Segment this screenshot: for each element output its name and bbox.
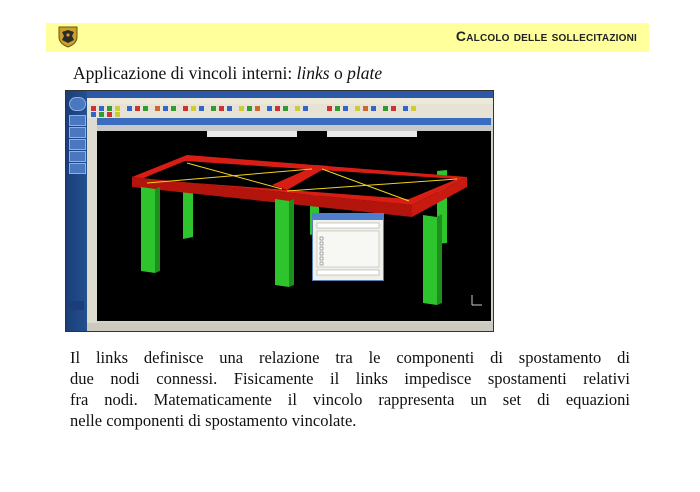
tool-icon — [135, 106, 140, 111]
university-crest-icon — [58, 26, 78, 48]
viewport-toolbar — [97, 125, 491, 131]
slide-subtitle — [73, 63, 382, 84]
taskbar-item — [69, 139, 86, 150]
tool-icon — [383, 106, 388, 111]
dialog-group — [317, 231, 379, 267]
tool-icon — [127, 106, 132, 111]
tool-icon — [143, 106, 148, 111]
tool-icon — [99, 112, 104, 117]
structure-3d-model — [97, 125, 491, 321]
tool-icon — [303, 106, 308, 111]
checkbox — [320, 242, 323, 245]
tool-icon — [155, 106, 160, 111]
viewport-combo — [207, 131, 297, 137]
tool-icon — [267, 106, 272, 111]
app-title-bar — [87, 91, 493, 98]
tool-icon — [191, 106, 196, 111]
tool-icon — [295, 106, 300, 111]
link-dialog — [312, 213, 384, 281]
column-side — [437, 214, 442, 305]
tool-icon — [411, 106, 416, 111]
paragraph-line: nelle componenti di spostamento vincolate. — [70, 411, 357, 430]
tool-icon — [199, 106, 204, 111]
dialog-contents — [313, 220, 383, 280]
model-viewport — [97, 125, 491, 321]
app-toolbar — [87, 104, 493, 118]
column-side — [155, 187, 160, 273]
tool-icon — [363, 106, 368, 111]
column — [141, 187, 155, 273]
fem-app-window — [87, 91, 493, 331]
checkbox — [320, 247, 323, 250]
tool-icon — [247, 106, 252, 111]
tool-icon — [227, 106, 232, 111]
tool-icon — [115, 112, 120, 117]
tool-icon — [107, 106, 112, 111]
tool-icon — [335, 106, 340, 111]
status-tabs — [87, 323, 493, 331]
column — [423, 215, 437, 305]
os-taskbar — [66, 91, 87, 331]
side-toolbar — [87, 118, 97, 323]
taskbar-item — [69, 115, 86, 126]
tool-icon — [343, 106, 348, 111]
subtitle-prefix: Applicazione di vincoli interni: — [73, 63, 297, 83]
model-window-title — [97, 118, 491, 125]
dialog-dropdown — [317, 223, 379, 228]
tool-icon — [219, 106, 224, 111]
tool-icon — [371, 106, 376, 111]
body-paragraph — [70, 347, 630, 431]
tool-icon — [171, 106, 176, 111]
paragraph-line: Il links definisce una relazione tra le componenti di spostamento di — [70, 348, 630, 367]
subtitle-join: o — [329, 63, 348, 83]
column-side — [289, 199, 294, 287]
checkbox — [320, 252, 323, 255]
taskbar-item — [69, 151, 86, 162]
taskbar-item — [69, 127, 86, 138]
tool-icon — [283, 106, 288, 111]
tool-icon — [115, 106, 120, 111]
checkbox — [320, 262, 323, 265]
software-screenshot — [65, 90, 494, 332]
dialog-dropdown — [317, 270, 379, 275]
taskbar-item — [69, 163, 86, 174]
header-title: Calcolo delle sollecitazioni — [455, 28, 637, 44]
tool-icon — [327, 106, 332, 111]
subtitle-term-plate: plate — [347, 63, 383, 83]
tool-icon — [275, 106, 280, 111]
start-button-icon — [69, 97, 86, 111]
tool-icon — [391, 106, 396, 111]
clock-icon — [69, 301, 84, 310]
tool-icon — [91, 106, 96, 111]
tool-icon — [355, 106, 360, 111]
tool-icon — [91, 112, 96, 117]
tool-icon — [255, 106, 260, 111]
viewport-combo — [327, 131, 417, 137]
subtitle-term-links: links — [296, 63, 330, 83]
paragraph-line: fra nodi. Matematicamente il vincolo rappresenta un set di equazioni — [70, 390, 630, 409]
tool-icon — [403, 106, 408, 111]
header-bar — [46, 23, 649, 52]
column — [275, 199, 289, 287]
tool-icon — [107, 112, 112, 117]
tool-icon — [163, 106, 168, 111]
paragraph-line: due nodi connessi. Fisicamente il links impedisce spostamenti relativi — [70, 369, 630, 388]
checkbox — [320, 237, 323, 240]
checkbox — [320, 257, 323, 260]
tool-icon — [239, 106, 244, 111]
tool-icon — [211, 106, 216, 111]
tool-icon — [99, 106, 104, 111]
tool-icon — [183, 106, 188, 111]
